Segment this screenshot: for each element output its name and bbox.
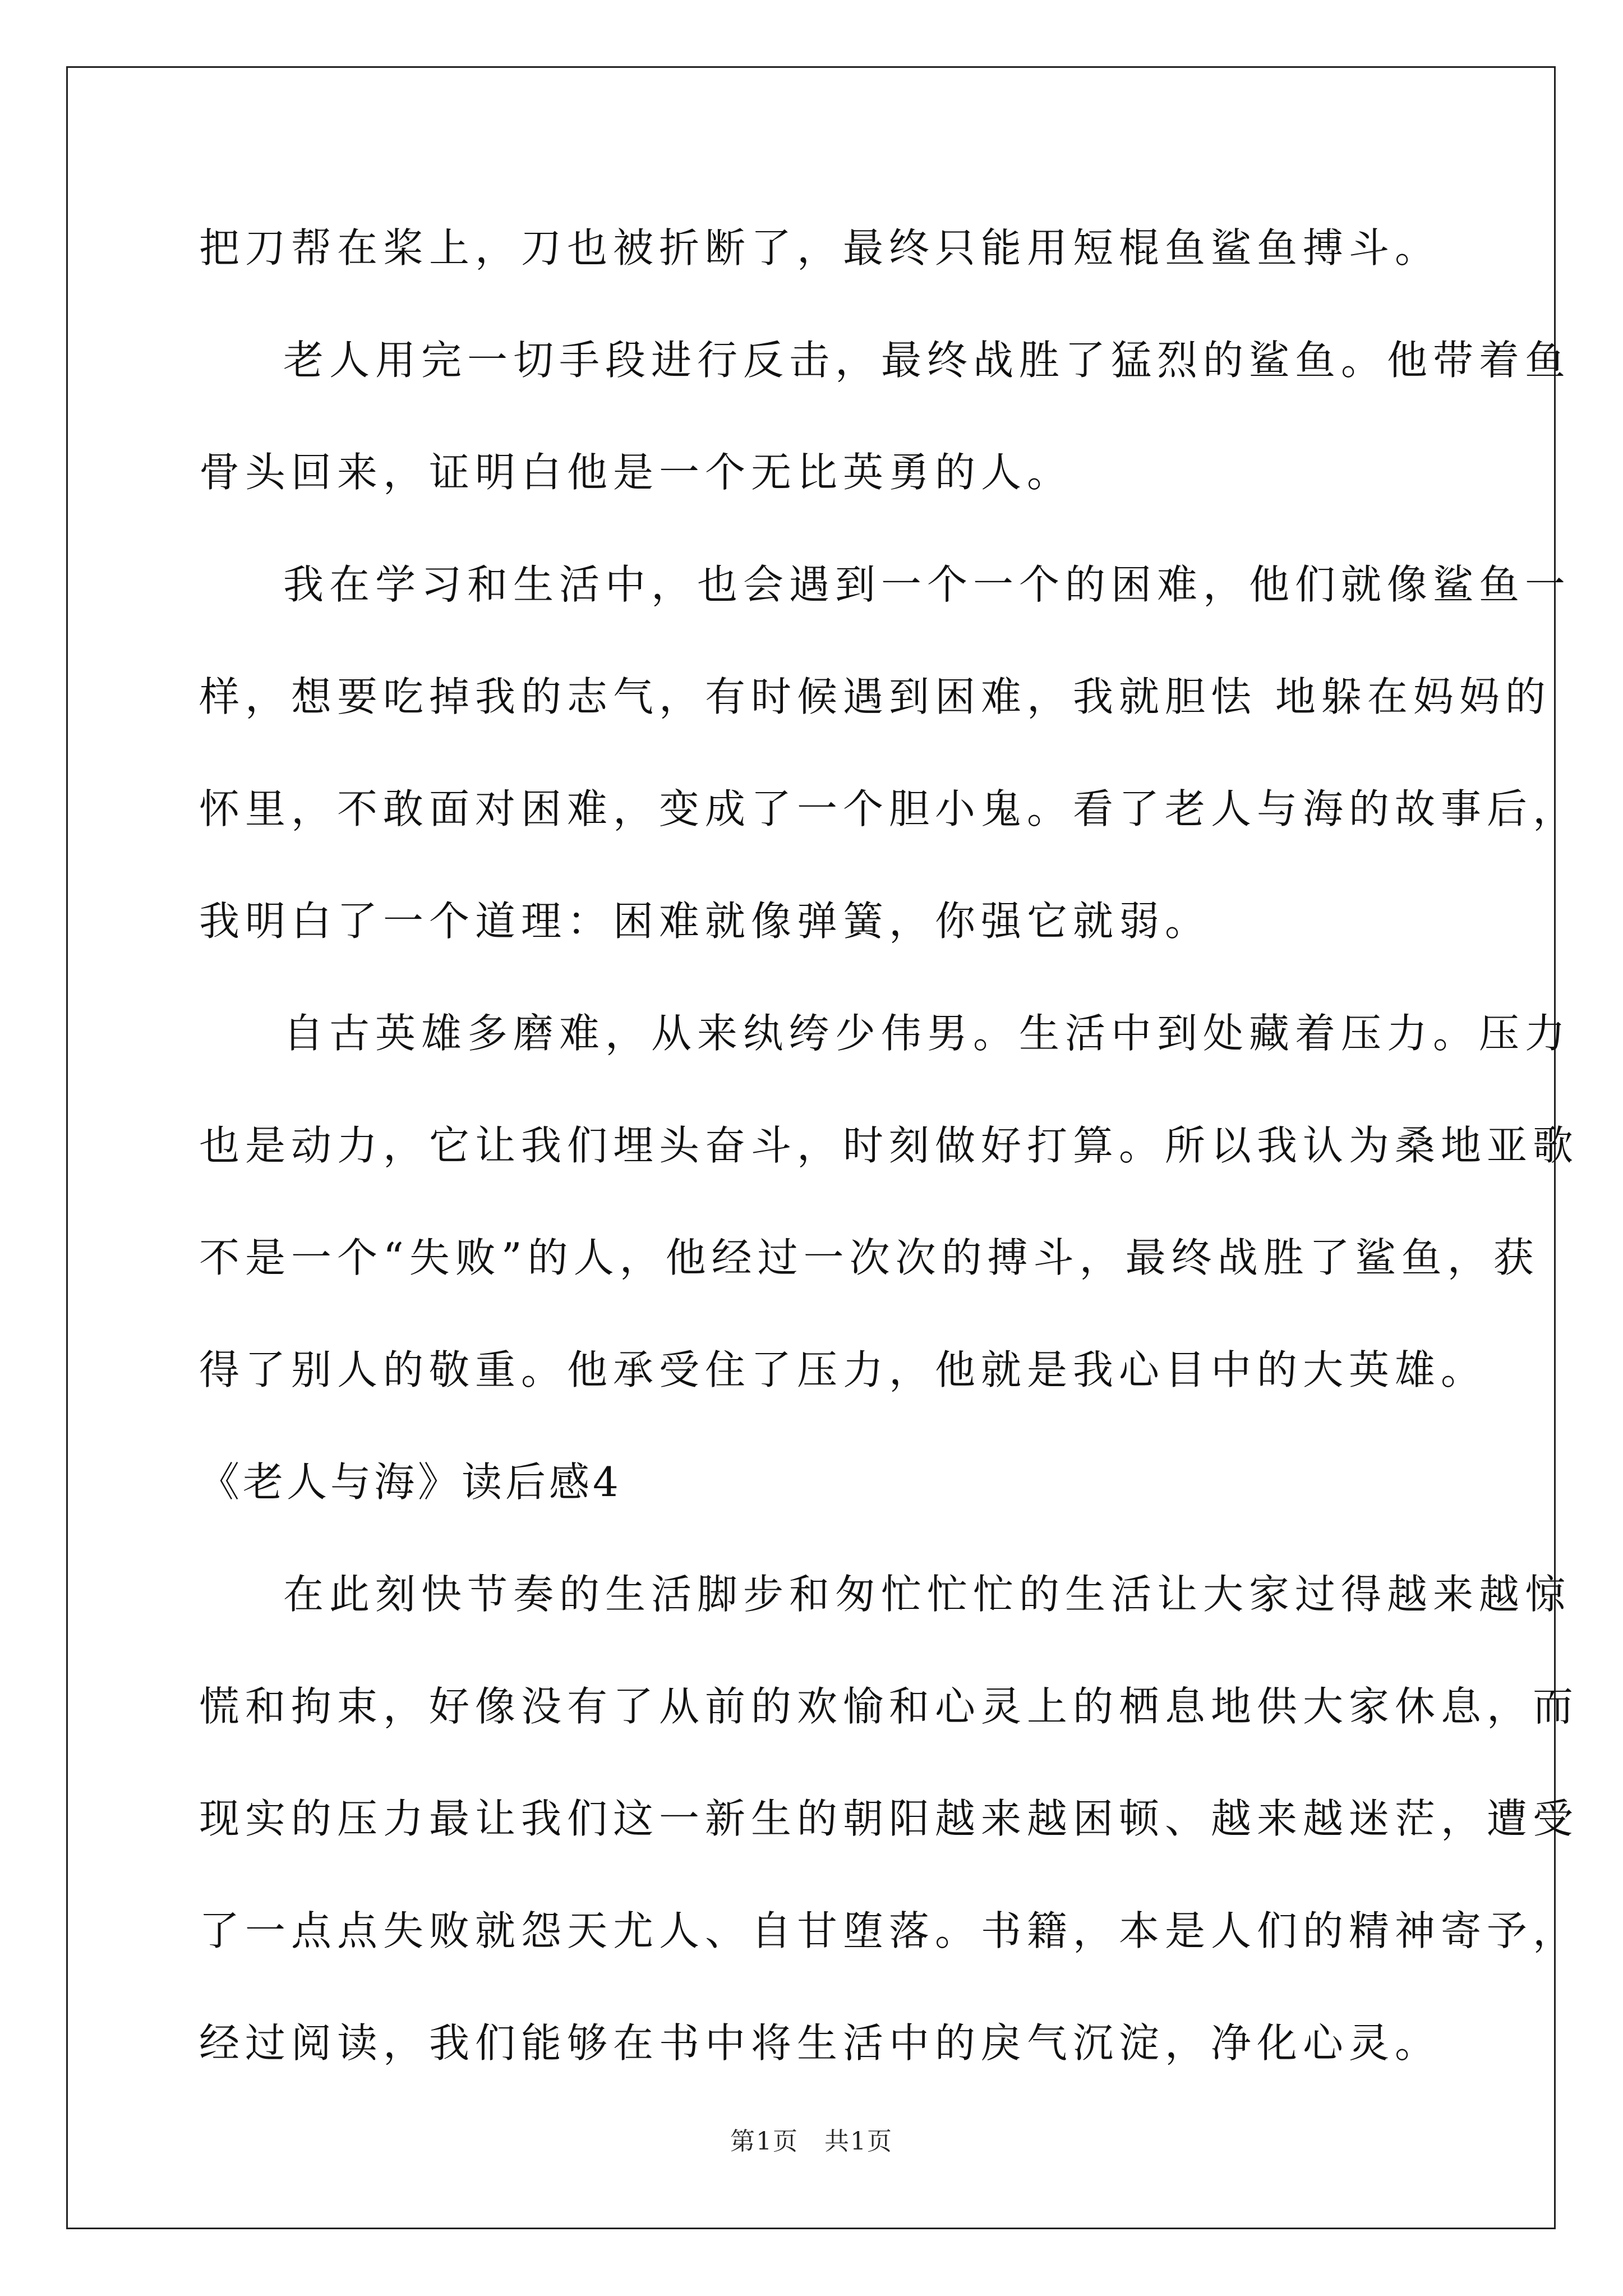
paragraph-line: 在此刻快节奏的生活脚步和匆忙忙忙的生活让大家过得越来越惊 xyxy=(283,1571,1571,1618)
paragraph-line: 了一点点失败就怨天尤人、自甘堕落。书籍，本是人们的精神寄予， xyxy=(199,1907,1579,1954)
paragraph-line: 骨头回来，证明白他是一个无比英勇的人。 xyxy=(199,449,1073,496)
paragraph-line: 得了别人的敬重。他承受住了压力，他就是我心目中的大英雄。 xyxy=(199,1346,1487,1393)
paragraph-line: 自古英雄多磨难，从来纨绔少伟男。生活中到处藏着压力。压力 xyxy=(283,1010,1571,1057)
paragraph-line: 老人用完一切手段进行反击，最终战胜了猛烈的鲨鱼。他带着鱼 xyxy=(283,337,1571,384)
section-heading: 《老人与海》读后感4 xyxy=(199,1458,622,1506)
paragraph-line: 样，想要吃掉我的志气，有时候遇到困难，我就胆怯 地躲在妈妈的 xyxy=(199,673,1551,720)
paragraph-line: 怀里，不敢面对困难，变成了一个胆小鬼。看了老人与海的故事后， xyxy=(199,785,1579,832)
document-body xyxy=(199,209,1579,2116)
paragraph-line: 我明白了一个道理：困难就像弹簧，你强它就弱。 xyxy=(199,898,1211,945)
paragraph-line: 经过阅读，我们能够在书中将生活中的戾气沉淀，净化心灵。 xyxy=(199,2019,1441,2067)
paragraph-line: 把刀帮在桨上，刀也被折断了，最终只能用短棍鱼鲨鱼搏斗。 xyxy=(199,224,1441,272)
paragraph-line: 我在学习和生活中，也会遇到一个一个的困难，他们就像鲨鱼一 xyxy=(283,561,1571,608)
paragraph-line: 不是一个“失败”的人，他经过一次次的搏斗，最终战胜了鲨鱼，获 xyxy=(199,1234,1539,1281)
paragraph-line: 慌和拘束，好像没有了从前的欢愉和心灵上的栖息地供大家休息，而 xyxy=(199,1683,1579,1730)
page-number-footer: 第1页 共1页 xyxy=(730,2127,893,2156)
paragraph-line: 现实的压力最让我们这一新生的朝阳越来越困顿、越来越迷茫，遭受 xyxy=(199,1795,1579,1842)
paragraph-line: 也是动力，它让我们埋头奋斗，时刻做好打算。所以我认为桑地亚歌 xyxy=(199,1122,1579,1169)
